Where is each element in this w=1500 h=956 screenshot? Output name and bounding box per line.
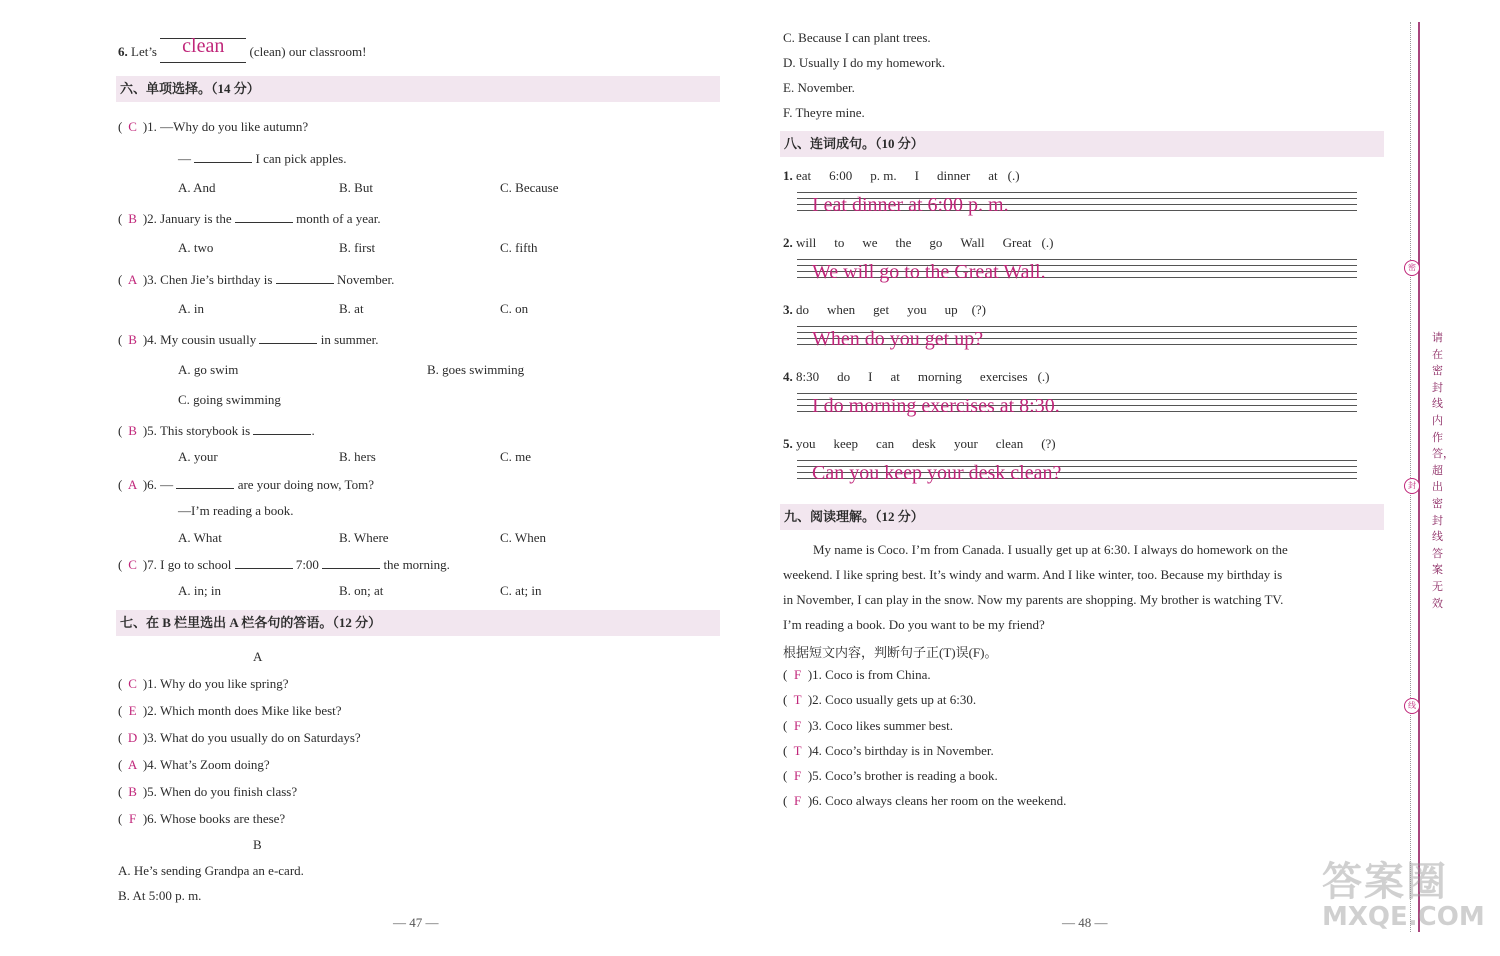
answer-letter: D bbox=[127, 730, 138, 745]
answer-letter: A bbox=[127, 477, 138, 492]
answer-letter: F bbox=[793, 667, 802, 682]
match-item-1: ( C )1. Why do you like spring? bbox=[118, 676, 289, 691]
answer-blank bbox=[235, 210, 293, 223]
tf-item-2: ( T )2. Coco usually gets up at 6:30. bbox=[783, 692, 977, 707]
watermark-logo: 答案圈 bbox=[1322, 859, 1448, 905]
section-6-header: 六、单项选择。（14 分） bbox=[116, 76, 720, 102]
match-item-2: ( E )2. Which month does Mike like best? bbox=[118, 703, 342, 718]
passage-line-3: in November, I can play in the snow. Now my parents are shopping. My brother is watching TV. bbox=[783, 592, 1284, 607]
b-option-d: D. Usually I do my homework. bbox=[783, 55, 946, 70]
answer-blank bbox=[253, 422, 311, 435]
handwritten-answer: clean bbox=[182, 35, 225, 57]
reading-instruction: 根据短文内容，判断句子正(T)误(F)。 bbox=[783, 645, 998, 660]
answer-letter: B bbox=[128, 211, 137, 226]
page-number-left: — 47 — bbox=[393, 915, 439, 930]
mc-question-3: ( A )3. Chen Jie’s birthday is November. bbox=[118, 272, 395, 287]
answer-blank bbox=[322, 556, 380, 569]
option-c: C. going swimming bbox=[178, 392, 281, 407]
answer-letter: F bbox=[793, 718, 802, 733]
option-c: C. me bbox=[500, 449, 532, 464]
answer-blank bbox=[194, 150, 252, 163]
watermark bbox=[1322, 859, 1485, 932]
match-item-5: ( B )5. When do you finish class? bbox=[118, 784, 298, 799]
answer-blank bbox=[259, 331, 317, 344]
answer-letter: B bbox=[128, 423, 137, 438]
mc-question-2: ( B )2. January is the month of a year. bbox=[118, 211, 381, 226]
match-item-4: ( A )4. What’s Zoom doing? bbox=[118, 757, 270, 772]
tf-item-4: ( T )4. Coco’s birthday is in November. bbox=[783, 743, 994, 758]
scrambled-words-5: 5. you keep can desk your clean (?) bbox=[783, 436, 1056, 451]
answer-blank bbox=[176, 476, 234, 489]
section-9-header: 九、阅读理解。（12 分） bbox=[780, 504, 1384, 530]
tf-item-6: ( F )6. Coco always cleans her room on the weekend. bbox=[783, 793, 1067, 808]
section-8-header: 八、连词成句。（10 分） bbox=[780, 131, 1384, 157]
handwritten-sentence-3: When do you get up? bbox=[812, 328, 984, 350]
answer-letter: A bbox=[127, 272, 138, 287]
option-a: A. And bbox=[178, 180, 216, 195]
question-text: Let’s bbox=[131, 44, 157, 59]
scrambled-words-2: 2. will to we the go Wall Great (.) bbox=[783, 235, 1054, 250]
watermark-url: MXQE.COM bbox=[1322, 902, 1485, 932]
passage-line-2: weekend. I like spring best. It’s windy and warm. And I like winter, too. Because my birthday is bbox=[783, 567, 1283, 582]
question-text: (clean) our classroom! bbox=[249, 44, 367, 59]
answer-letter: F bbox=[793, 768, 802, 783]
option-a: A. What bbox=[178, 530, 222, 545]
option-a: A. your bbox=[178, 449, 218, 464]
option-b: B. on; at bbox=[339, 583, 384, 598]
mc-question-5: ( B )5. This storybook is . bbox=[118, 423, 315, 438]
match-item-3: ( D )3. What do you usually do on Saturdays? bbox=[118, 730, 361, 745]
answer-letter: T bbox=[793, 692, 802, 707]
option-c: C. When bbox=[500, 530, 546, 545]
handwritten-sentence-5: Can you keep your desk clean? bbox=[812, 462, 1062, 484]
tf-item-5: ( F )5. Coco’s brother is reading a book. bbox=[783, 768, 998, 783]
option-a: A. in bbox=[178, 301, 204, 316]
mc-question-1: ( C )1. —Why do you like autumn? bbox=[118, 119, 309, 134]
seal-mark-2: 封 bbox=[1404, 478, 1420, 494]
b-option-a: A. He’s sending Grandpa an e-card. bbox=[118, 863, 304, 878]
option-b: B. at bbox=[339, 301, 364, 316]
b-option-f: F. Theyre mine. bbox=[783, 105, 865, 120]
match-item-6: ( F )6. Whose books are these? bbox=[118, 811, 286, 826]
option-c: C. at; in bbox=[500, 583, 542, 598]
column-a-heading: A bbox=[253, 649, 263, 664]
option-c: C. Because bbox=[500, 180, 559, 195]
mc-question-6-line2: —I’m reading a book. bbox=[178, 503, 294, 518]
answer-letter: B bbox=[128, 784, 137, 799]
option-b: B. first bbox=[339, 240, 376, 255]
answer-letter: C bbox=[128, 557, 137, 572]
scrambled-words-4: 4. 8:30 do I at morning exercises (.) bbox=[783, 369, 1050, 384]
handwritten-sentence-4: I do morning exercises at 8:30. bbox=[812, 395, 1060, 417]
mc-question-6: ( A )6. — are your doing now, Tom? bbox=[118, 477, 374, 492]
answer-blank bbox=[276, 271, 334, 284]
seal-border-line bbox=[1418, 22, 1420, 932]
option-a: A. in; in bbox=[178, 583, 221, 598]
option-b: B. Where bbox=[339, 530, 389, 545]
passage-line-4: I’m reading a book. Do you want to be my friend? bbox=[783, 617, 1045, 632]
answer-letter: B bbox=[128, 332, 137, 347]
answer-letter: A bbox=[127, 757, 138, 772]
b-option-b: B. At 5:00 p. m. bbox=[118, 888, 202, 903]
answer-letter: T bbox=[793, 743, 802, 758]
option-b: B. hers bbox=[339, 449, 376, 464]
b-option-e: E. November. bbox=[783, 80, 855, 95]
seal-line-note: 请在密封线内作答，超出密封线答案无效 bbox=[1432, 331, 1454, 610]
answer-blank bbox=[235, 556, 293, 569]
scrambled-words-3: 3. do when get you up (?) bbox=[783, 302, 986, 317]
column-b-heading: B bbox=[253, 837, 262, 852]
passage-line-1: My name is Coco. I’m from Canada. I usually get up at 6:30. I always do homework on the bbox=[813, 542, 1288, 557]
mc-question-4: ( B )4. My cousin usually in summer. bbox=[118, 332, 379, 347]
tf-item-1: ( F )1. Coco is from China. bbox=[783, 667, 931, 682]
section-7-header: 七、在 B 栏里选出 A 栏各句的答语。（12 分） bbox=[116, 610, 720, 636]
answer-letter: E bbox=[128, 703, 137, 718]
answer-letter: C bbox=[128, 676, 137, 691]
scrambled-words-1: 1. eat 6:00 p. m. I dinner at (.) bbox=[783, 168, 1020, 183]
seal-dotted-line bbox=[1410, 22, 1411, 932]
q6-fill bbox=[118, 35, 367, 63]
answer-letter: F bbox=[128, 811, 137, 826]
seal-mark-3: 线 bbox=[1404, 698, 1420, 714]
option-a: A. go swim bbox=[178, 362, 239, 377]
b-option-c: C. Because I can plant trees. bbox=[783, 30, 931, 45]
answer-blank bbox=[160, 35, 246, 63]
mc-question-7: ( C )7. I go to school 7:00 the morning. bbox=[118, 557, 450, 572]
page-number-right: — 48 — bbox=[1062, 915, 1108, 930]
answer-letter: C bbox=[128, 119, 137, 134]
tf-item-3: ( F )3. Coco likes summer best. bbox=[783, 718, 953, 733]
seal-mark-1: 密 bbox=[1404, 260, 1420, 276]
option-c: C. fifth bbox=[500, 240, 538, 255]
option-b: B. But bbox=[339, 180, 373, 195]
question-number: 6. bbox=[118, 44, 128, 59]
mc-question-1-line2: — I can pick apples. bbox=[178, 151, 347, 166]
handwritten-sentence-2: We will go to the Great Wall. bbox=[812, 261, 1046, 283]
option-b: B. goes swimming bbox=[427, 362, 525, 377]
option-a: A. two bbox=[178, 240, 214, 255]
handwritten-sentence-1: I eat dinner at 6:00 p. m. bbox=[812, 194, 1009, 216]
option-c: C. on bbox=[500, 301, 529, 316]
answer-letter: F bbox=[793, 793, 802, 808]
